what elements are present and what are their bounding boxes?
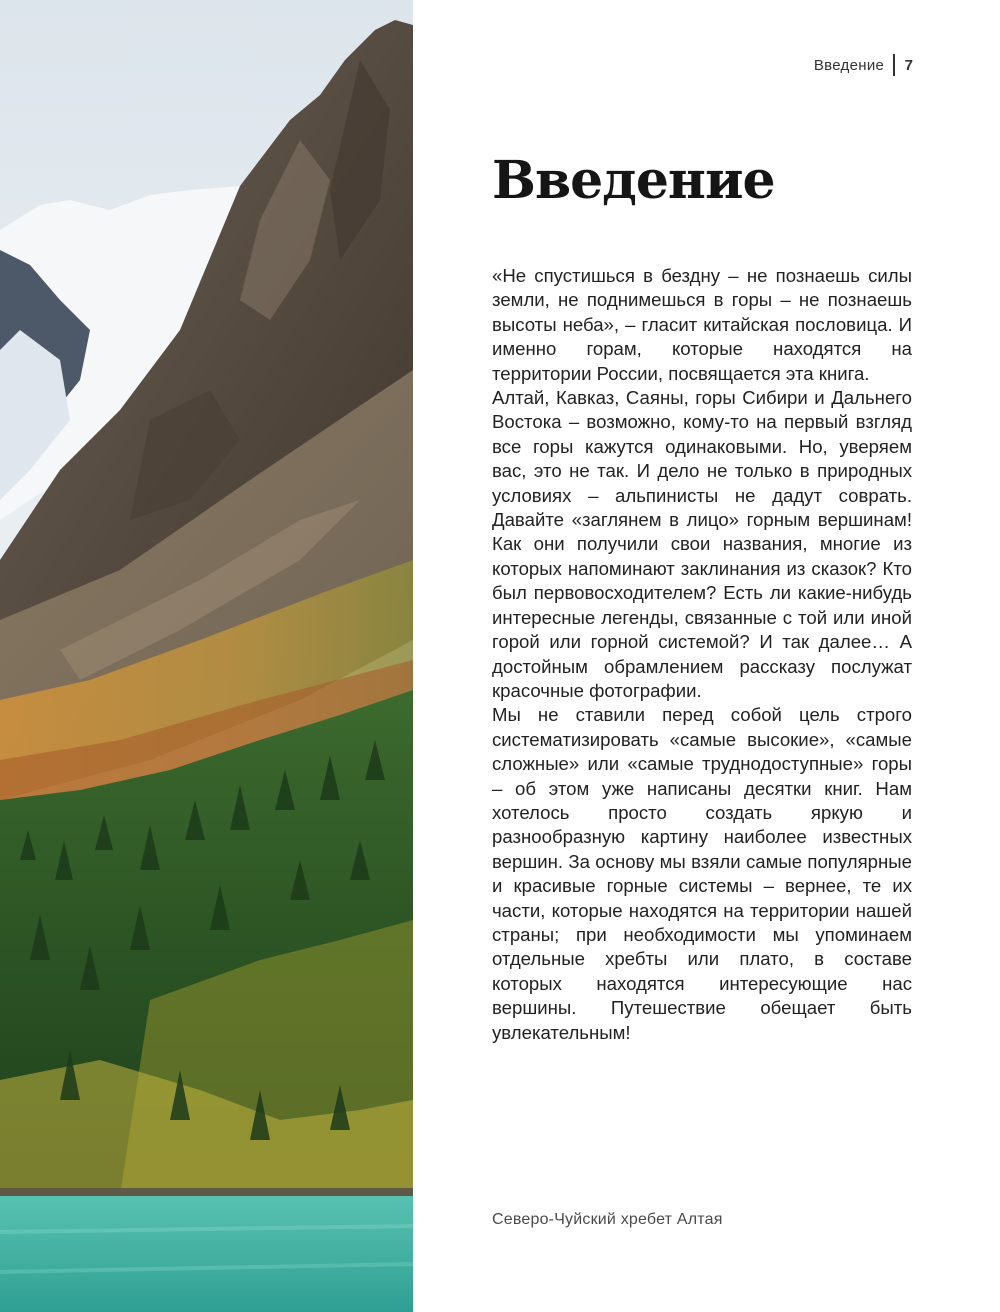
paragraph-3: Мы не ставили перед собой цель строго систематизировать «самые высокие», «самые сложные» или «самые труднодоступные» горы – об этом уже написаны десятки книг. Нам хотелось просто создать яркую и разнообразную картину наиболее известных вершин. За основу мы взяли самые популярные и красивые горные системы – вернее, те их части, которые находятся на территории нашей страны; при необходимости мы упоминаем отдельные хребты или плато, в составе которых находятся интересующие нас вершины. Путешествие обещает быть увлекательным! xyxy=(492,704,912,1043)
page-number: 7 xyxy=(904,56,913,74)
body-text xyxy=(492,264,912,1045)
page-title: Введение xyxy=(492,150,775,211)
running-head xyxy=(814,54,913,76)
paragraph-1: «Не спустишься в бездну – не познаешь силы земли, не поднимешься в горы – не познаешь высоты неба», – гласит китайская пословица. И именно горам, которые находятся на территории России, посвящается эта книга. xyxy=(492,265,912,384)
running-head-divider xyxy=(893,54,895,76)
paragraph-2: Алтай, Кавказ, Саяны, горы Сибири и Дальнего Востока – возможно, кому-то на первый взгляд все горы кажутся одинаковыми. Но, уверяем вас, это не так. И дело не только в природных условиях – альпинисты не дадут соврать. Давайте «заглянем в лицо» горным вершинам! Как они получили свои названия, многие из которых напоминают заклинания из сказок? Кто был первовосходителем? Есть ли какие-нибудь интересные легенды, связанные с той или иной горой или горной системой? И так далее… А достойным обрамлением рассказу послужат красочные фотографии. xyxy=(492,387,912,701)
photo-caption: Северо-Чуйский хребет Алтая xyxy=(492,1211,723,1228)
mountain-photo xyxy=(0,0,413,1312)
running-head-section: Введение xyxy=(813,56,885,74)
